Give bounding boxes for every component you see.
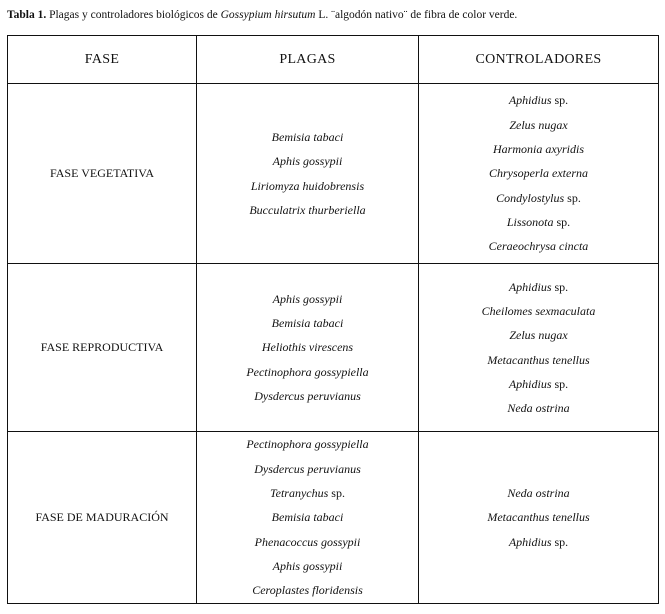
plaga-item: Phenacoccus gossypii — [254, 534, 361, 549]
controlador-item: Ceraeochrysa cincta — [488, 239, 589, 254]
plaga-item: Bucculatrix thurberiella — [249, 202, 366, 217]
fase-cell: FASE DE MADURACIÓN — [8, 432, 197, 604]
controlador-item: Neda ostrina — [507, 401, 570, 416]
table-row — [8, 432, 659, 604]
table-row — [8, 264, 659, 432]
plaga-item: Dysdercus peruvianus — [254, 388, 361, 403]
controlador-item: Chrysoperla externa — [489, 166, 588, 181]
plaga-item: Pectinophora gossypiella — [246, 364, 369, 379]
plagas-cell — [197, 264, 419, 432]
controlador-item: Aphidius sp. — [508, 376, 569, 391]
table-caption — [7, 8, 517, 22]
plagas-cell — [197, 84, 419, 264]
controlador-item: Neda ostrina — [507, 486, 570, 501]
controlador-item: Aphidius sp. — [508, 534, 569, 549]
caption-text-before: Plagas y controladores biológicos de — [46, 9, 221, 21]
controlador-item: Cheilomes sexmaculata — [481, 303, 596, 318]
plaga-item: Aphis gossypii — [272, 291, 343, 306]
plaga-item: Tetranychus sp. — [270, 486, 345, 501]
controlador-item: Harmonia axyridis — [493, 142, 584, 157]
pests-controllers-table — [7, 35, 659, 604]
plaga-item: Pectinophora gossypiella — [246, 437, 369, 452]
caption-species: Gossypium hirsutum — [220, 9, 316, 21]
controlador-item: Zelus nugax — [509, 328, 568, 343]
plaga-item: Bemisia tabaci — [271, 510, 344, 525]
header-fase: FASE — [8, 36, 197, 84]
controlador-item: Aphidius sp. — [508, 93, 569, 108]
plaga-item: Liriomyza huidobrensis — [250, 178, 365, 193]
header-row — [8, 36, 659, 84]
controladores-cell — [419, 264, 659, 432]
fase-cell: FASE REPRODUCTIVA — [8, 264, 197, 432]
caption-text-after: L. ¨algodón nativo¨ de fibra de color verde. — [315, 9, 518, 21]
plaga-item: Dysdercus peruvianus — [254, 461, 361, 476]
controladores-cell — [419, 432, 659, 604]
controlador-item: Zelus nugax — [509, 117, 568, 132]
table-row — [8, 84, 659, 264]
header-plagas: PLAGAS — [197, 36, 419, 84]
controlador-item: Condylostylus sp. — [496, 190, 581, 205]
plaga-item: Ceroplastes floridensis — [252, 583, 363, 598]
fase-cell: FASE VEGETATIVA — [8, 84, 197, 264]
plaga-item: Heliothis virescens — [261, 340, 354, 355]
plaga-item: Bemisia tabaci — [271, 316, 344, 331]
plaga-item: Aphis gossypii — [272, 154, 343, 169]
plaga-item: Bemisia tabaci — [271, 129, 344, 144]
controlador-item: Metacanthus tenellus — [487, 510, 590, 525]
controlador-item: Aphidius sp. — [508, 279, 569, 294]
caption-label: Tabla 1. — [7, 9, 47, 21]
controladores-cell — [419, 84, 659, 264]
plaga-item: Aphis gossypii — [272, 558, 343, 573]
controlador-item: Metacanthus tenellus — [487, 352, 590, 367]
controlador-item: Lissonota sp. — [506, 214, 571, 229]
header-controladores: CONTROLADORES — [419, 36, 659, 84]
plagas-cell — [197, 432, 419, 604]
